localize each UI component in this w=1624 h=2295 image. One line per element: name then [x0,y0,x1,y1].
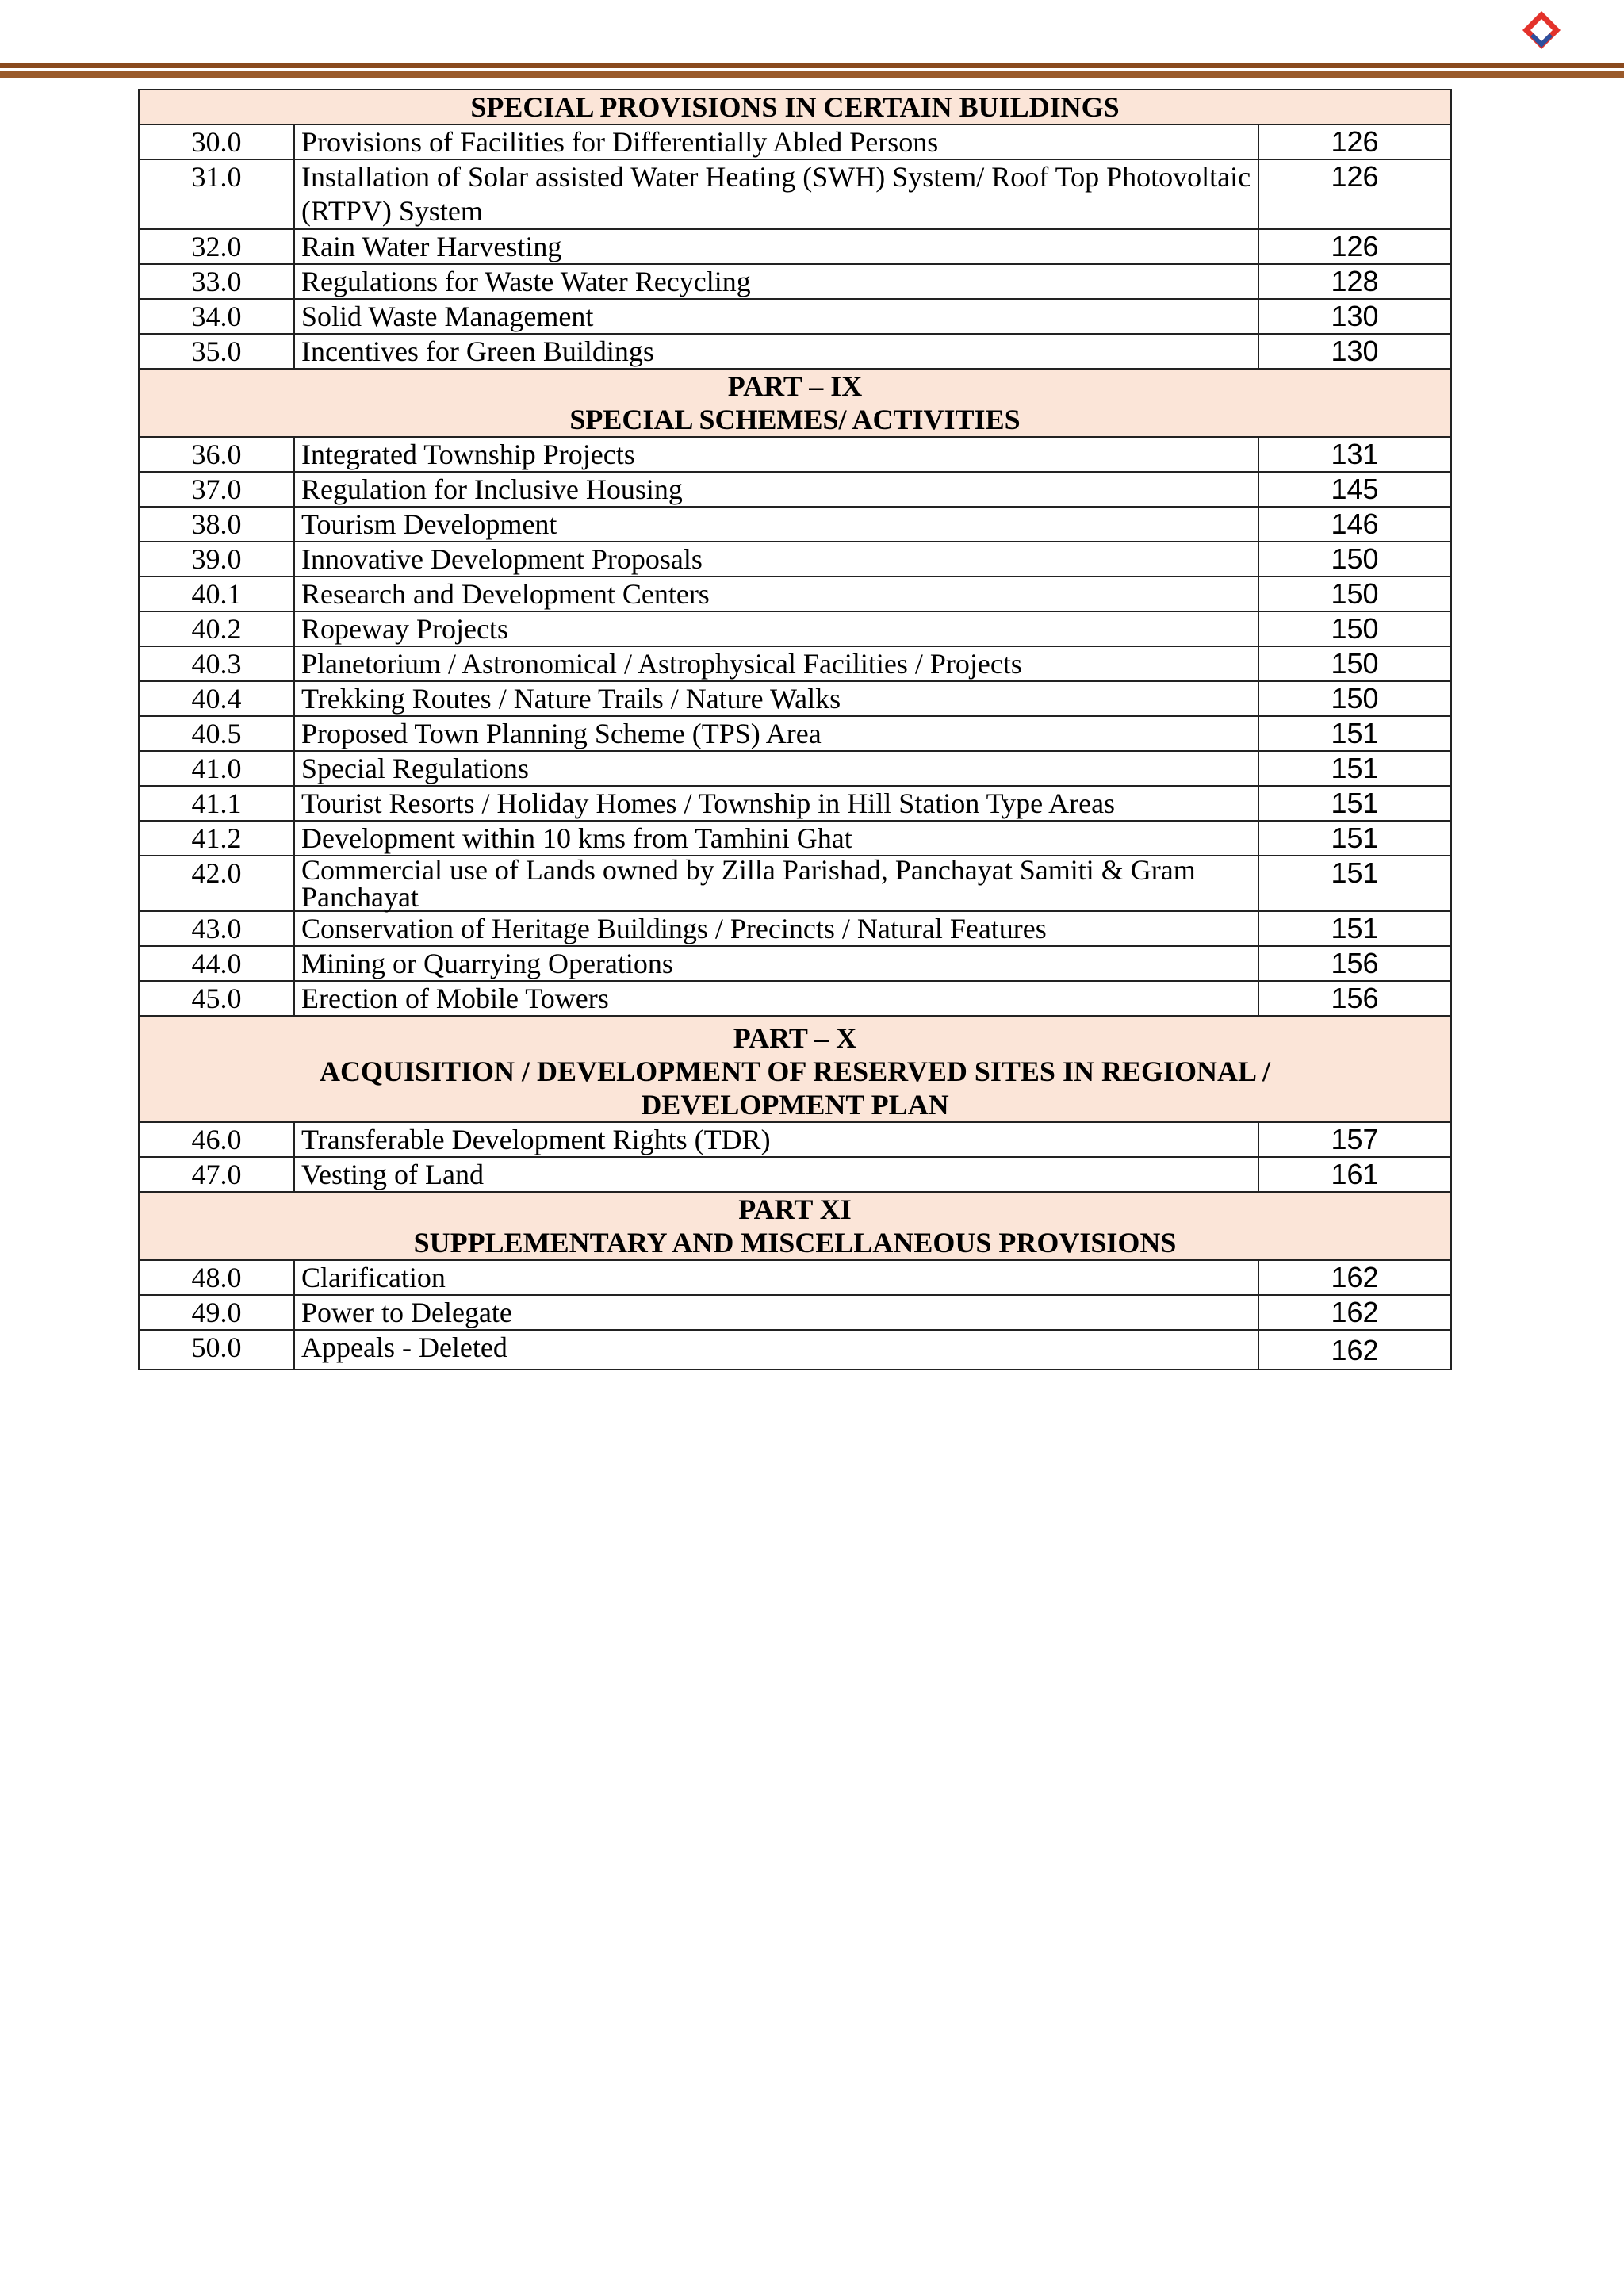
page-number: 150 [1258,577,1451,611]
page-number: 156 [1258,981,1451,1016]
clause-number: 41.2 [139,821,294,856]
clause-title: Solid Waste Management [294,299,1258,334]
table-row [139,911,1451,946]
brand-logo-icon [1516,8,1567,62]
clause-title: Incentives for Green Buildings [294,334,1258,369]
clause-number: 42.0 [139,856,294,911]
clause-title: Rain Water Harvesting [294,229,1258,264]
section-heading-line: PART XI [738,1193,852,1225]
table-row [139,577,1451,611]
clause-number: 44.0 [139,946,294,981]
clause-title: Proposed Town Planning Scheme (TPS) Area [294,716,1258,751]
clause-title: Trekking Routes / Nature Trails / Nature Walks [294,681,1258,716]
page-number: 156 [1258,946,1451,981]
clause-number: 35.0 [139,334,294,369]
page-number: 130 [1258,334,1451,369]
table-row [139,681,1451,716]
section-heading-row [139,90,1451,125]
clause-number: 40.3 [139,646,294,681]
clause-number: 43.0 [139,911,294,946]
page-number: 162 [1258,1260,1451,1295]
table-row [139,437,1451,472]
clause-number: 36.0 [139,437,294,472]
clause-number: 30.0 [139,125,294,159]
table-row [139,856,1451,911]
page-number: 126 [1258,159,1451,229]
clause-title: Regulation for Inclusive Housing [294,472,1258,507]
page-number: 126 [1258,125,1451,159]
table-row [139,472,1451,507]
table-row [139,751,1451,786]
table-row [139,299,1451,334]
page-number: 146 [1258,507,1451,542]
table-row [139,611,1451,646]
page-number: 161 [1258,1157,1451,1192]
page-number: 150 [1258,611,1451,646]
clause-number: 45.0 [139,981,294,1016]
clause-number: 39.0 [139,542,294,577]
clause-title: Installation of Solar assisted Water Heating (SWH) System/ Roof Top Photovoltaic (RTPV) System [294,159,1258,229]
header-rule-bottom [0,71,1624,78]
clause-title: Regulations for Waste Water Recycling [294,264,1258,299]
table-row [139,334,1451,369]
section-heading-line: DEVELOPMENT PLAN [641,1089,949,1121]
clause-title: Mining or Quarrying Operations [294,946,1258,981]
table-row [139,716,1451,751]
clause-number: 32.0 [139,229,294,264]
section-heading [139,369,1451,437]
section-heading-line: SPECIAL PROVISIONS IN CERTAIN BUILDINGS [470,91,1120,123]
clause-number: 41.1 [139,786,294,821]
clause-title: Special Regulations [294,751,1258,786]
table-row [139,542,1451,577]
clause-number: 47.0 [139,1157,294,1192]
clause-title: Ropeway Projects [294,611,1258,646]
page-number: 150 [1258,542,1451,577]
section-heading-line: PART – X [733,1022,857,1054]
clause-number: 33.0 [139,264,294,299]
section-heading [139,1192,1451,1260]
clause-title: Planetorium / Astronomical / Astrophysical Facilities / Projects [294,646,1258,681]
clause-title: Tourist Resorts / Holiday Homes / Township in Hill Station Type Areas [294,786,1258,821]
toc-body [139,90,1451,1370]
page-number: 131 [1258,437,1451,472]
section-heading-row [139,369,1451,437]
table-row [139,946,1451,981]
clause-number: 40.5 [139,716,294,751]
clause-number: 40.2 [139,611,294,646]
page-number: 151 [1258,856,1451,911]
clause-number: 38.0 [139,507,294,542]
table-row [139,159,1451,229]
page-number: 151 [1258,751,1451,786]
page-number: 130 [1258,299,1451,334]
section-heading [139,1016,1451,1122]
page-number: 151 [1258,786,1451,821]
page-number: 150 [1258,646,1451,681]
clause-number: 37.0 [139,472,294,507]
table-row [139,125,1451,159]
section-heading-line: SPECIAL SCHEMES/ ACTIVITIES [569,404,1021,435]
clause-title: Provisions of Facilities for Differentially Abled Persons [294,125,1258,159]
table-row [139,1122,1451,1157]
clause-title: Transferable Development Rights (TDR) [294,1122,1258,1157]
clause-title: Conservation of Heritage Buildings / Precincts / Natural Features [294,911,1258,946]
page-number: 150 [1258,681,1451,716]
page-number: 157 [1258,1122,1451,1157]
page-number: 162 [1258,1330,1451,1370]
page-number: 151 [1258,716,1451,751]
table-row [139,1330,1451,1370]
clause-title: Clarification [294,1260,1258,1295]
table-row [139,1295,1451,1330]
clause-title: Development within 10 kms from Tamhini Ghat [294,821,1258,856]
page-number: 128 [1258,264,1451,299]
table-row [139,786,1451,821]
clause-number: 31.0 [139,159,294,229]
table-row [139,264,1451,299]
clause-number: 40.1 [139,577,294,611]
section-heading [139,90,1451,125]
section-heading-row [139,1016,1451,1122]
clause-title: Erection of Mobile Towers [294,981,1258,1016]
clause-title: Power to Delegate [294,1295,1258,1330]
clause-number: 40.4 [139,681,294,716]
clause-number: 41.0 [139,751,294,786]
table-row [139,229,1451,264]
section-heading-line: SUPPLEMENTARY AND MISCELLANEOUS PROVISIONS [413,1227,1177,1259]
clause-title: Appeals - Deleted [294,1330,1258,1370]
table-row [139,1157,1451,1192]
clause-title: Integrated Township Projects [294,437,1258,472]
page-number: 145 [1258,472,1451,507]
clause-title: Tourism Development [294,507,1258,542]
table-row [139,1260,1451,1295]
clause-title: Commercial use of Lands owned by Zilla Parishad, Panchayat Samiti & Gram Panchayat [294,856,1258,911]
table-row [139,821,1451,856]
clause-number: 50.0 [139,1330,294,1370]
table-of-contents [138,89,1452,1370]
table-row [139,981,1451,1016]
clause-title: Innovative Development Proposals [294,542,1258,577]
clause-number: 48.0 [139,1260,294,1295]
section-heading-row [139,1192,1451,1260]
page-number: 151 [1258,911,1451,946]
page-number: 151 [1258,821,1451,856]
section-heading-line: PART – IX [727,370,863,402]
clause-number: 49.0 [139,1295,294,1330]
clause-number: 46.0 [139,1122,294,1157]
page-number: 126 [1258,229,1451,264]
clause-number: 34.0 [139,299,294,334]
page-number: 162 [1258,1295,1451,1330]
clause-title: Research and Development Centers [294,577,1258,611]
table-row [139,646,1451,681]
section-heading-line: ACQUISITION / DEVELOPMENT OF RESERVED SITES IN REGIONAL / [320,1056,1271,1087]
table-row [139,507,1451,542]
clause-title: Vesting of Land [294,1157,1258,1192]
header-rule-top [0,63,1624,68]
